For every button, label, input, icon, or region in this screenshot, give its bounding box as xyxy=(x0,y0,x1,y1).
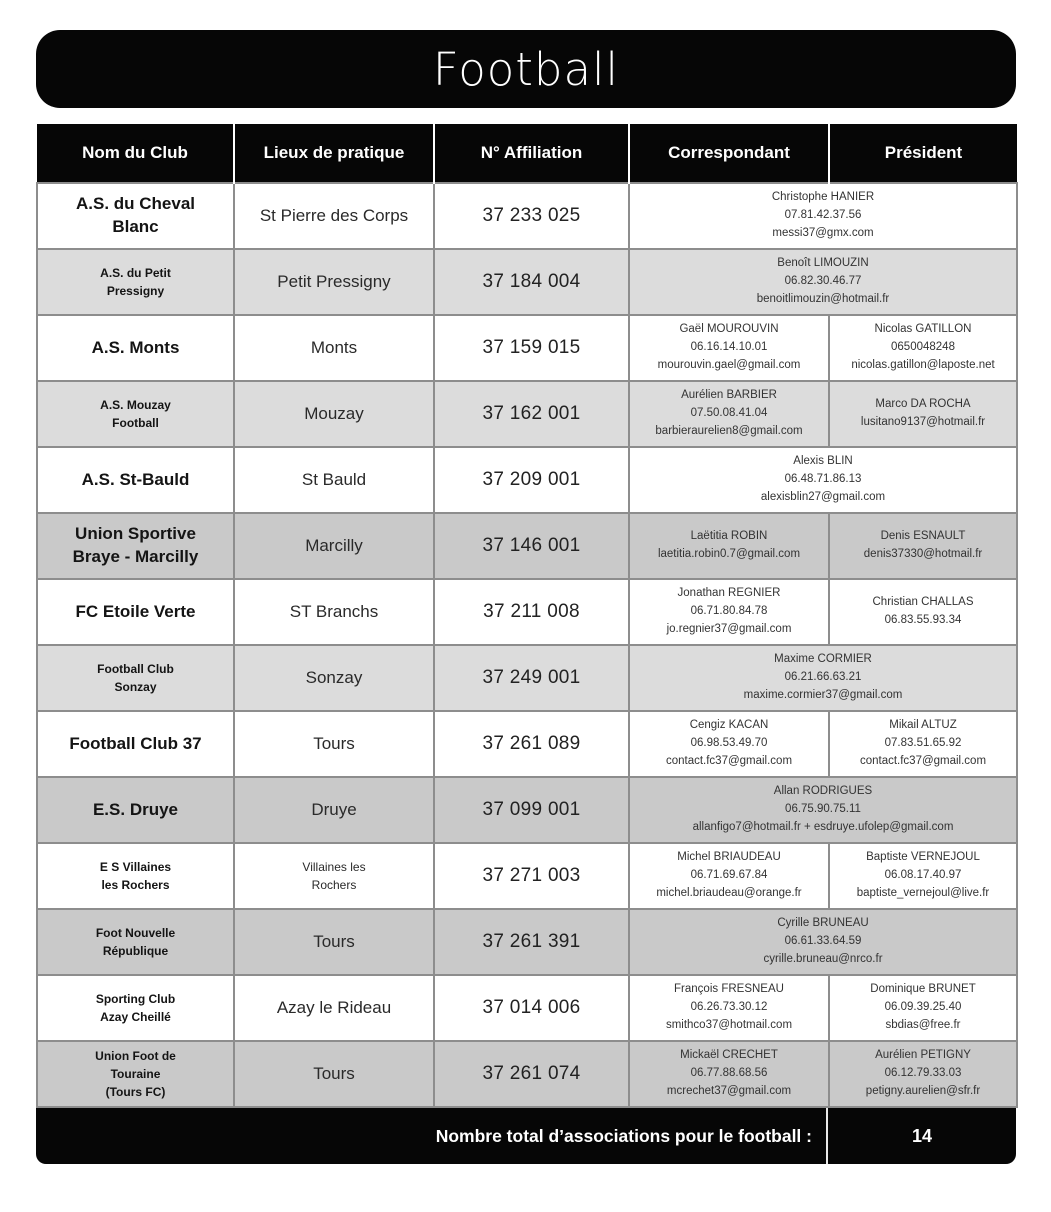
location-cell: Monts xyxy=(234,315,434,381)
table-row xyxy=(37,447,1017,513)
club-name-cell: Football Club 37 xyxy=(37,711,234,777)
president-cell: Aurélien PETIGNY 06.12.79.33.03 petigny.aurelien@sfr.fr xyxy=(829,1041,1017,1107)
affiliation-cell: 37 271 003 xyxy=(434,843,629,909)
table-row xyxy=(37,183,1017,249)
table-row xyxy=(37,975,1017,1041)
correspondant-cell: Cengiz KACAN 06.98.53.49.70 contact.fc37@gmail.com xyxy=(629,711,829,777)
club-name-cell: Sporting Club Azay Cheillé xyxy=(37,975,234,1041)
table-row xyxy=(37,1041,1017,1107)
club-name-cell: A.S. du Petit Pressigny xyxy=(37,249,234,315)
affiliation-cell: 37 211 008 xyxy=(434,579,629,645)
total-bar xyxy=(36,1108,1016,1164)
table-row xyxy=(37,249,1017,315)
page-title: Football xyxy=(432,42,620,96)
table-row xyxy=(37,579,1017,645)
header-row xyxy=(37,124,1017,183)
column-header-affiliation: N° Affiliation xyxy=(434,124,629,183)
president-cell: Dominique BRUNET 06.09.39.25.40 sbdias@free.fr xyxy=(829,975,1017,1041)
title-bar xyxy=(36,30,1016,108)
contact-cell: Christophe HANIER 07.81.42.37.56 messi37@gmx.com xyxy=(629,183,1017,249)
table-row xyxy=(37,315,1017,381)
total-count: 14 xyxy=(911,1125,933,1146)
location-cell: Tours xyxy=(234,711,434,777)
contact-cell: Cyrille BRUNEAU 06.61.33.64.59 cyrille.bruneau@nrco.fr xyxy=(629,909,1017,975)
correspondant-cell: Laëtitia ROBIN laetitia.robin0.7@gmail.com xyxy=(629,513,829,579)
affiliation-cell: 37 146 001 xyxy=(434,513,629,579)
affiliation-cell: 37 014 006 xyxy=(434,975,629,1041)
affiliation-cell: 37 249 001 xyxy=(434,645,629,711)
column-header-lieux-de-pratique: Lieux de pratique xyxy=(234,124,434,183)
club-table xyxy=(36,124,1018,1108)
club-name-cell: A.S. St-Bauld xyxy=(37,447,234,513)
location-cell: Druye xyxy=(234,777,434,843)
location-cell: Tours xyxy=(234,909,434,975)
table-row xyxy=(37,777,1017,843)
column-header-nom-du-club: Nom du Club xyxy=(37,124,234,183)
club-name-cell: E.S. Druye xyxy=(37,777,234,843)
table-row xyxy=(37,909,1017,975)
correspondant-cell: François FRESNEAU 06.26.73.30.12 smithco37@hotmail.com xyxy=(629,975,829,1041)
affiliation-cell: 37 261 089 xyxy=(434,711,629,777)
club-name-cell: Foot Nouvelle République xyxy=(37,909,234,975)
club-name-cell: Union Sportive Braye - Marcilly xyxy=(37,513,234,579)
table-row xyxy=(37,381,1017,447)
president-cell: Denis ESNAULT denis37330@hotmail.fr xyxy=(829,513,1017,579)
location-cell: St Pierre des Corps xyxy=(234,183,434,249)
table-row xyxy=(37,711,1017,777)
location-cell: Mouzay xyxy=(234,381,434,447)
affiliation-cell: 37 261 074 xyxy=(434,1041,629,1107)
location-cell: Petit Pressigny xyxy=(234,249,434,315)
club-name-cell: E S Villaines les Rochers xyxy=(37,843,234,909)
table-row xyxy=(37,843,1017,909)
column-header-president: Président xyxy=(829,124,1017,183)
affiliation-cell: 37 162 001 xyxy=(434,381,629,447)
contact-cell: Maxime CORMIER 06.21.66.63.21 maxime.cormier37@gmail.com xyxy=(629,645,1017,711)
president-cell: Baptiste VERNEJOUL 06.08.17.40.97 baptiste_vernejoul@live.fr xyxy=(829,843,1017,909)
club-name-cell: Union Foot de Touraine (Tours FC) xyxy=(37,1041,234,1107)
affiliation-cell: 37 209 001 xyxy=(434,447,629,513)
club-table-body xyxy=(37,183,1017,1107)
football-sheet xyxy=(36,30,1016,1164)
contact-cell: Allan RODRIGUES 06.75.90.75.11 allanfigo7@hotmail.fr + esdruye.ufolep@gmail.com xyxy=(629,777,1017,843)
affiliation-cell: 37 233 025 xyxy=(434,183,629,249)
president-cell: Marco DA ROCHA lusitano9137@hotmail.fr xyxy=(829,381,1017,447)
affiliation-cell: 37 184 004 xyxy=(434,249,629,315)
location-cell: Tours xyxy=(234,1041,434,1107)
contact-cell: Benoît LIMOUZIN 06.82.30.46.77 benoitlimouzin@hotmail.fr xyxy=(629,249,1017,315)
location-cell: St Bauld xyxy=(234,447,434,513)
total-label: Nombre total d’associations pour le football : xyxy=(36,1108,828,1164)
club-name-cell: FC Etoile Verte xyxy=(37,579,234,645)
correspondant-cell: Aurélien BARBIER 07.50.08.41.04 barbieraurelien8@gmail.com xyxy=(629,381,829,447)
location-cell: Azay le Rideau xyxy=(234,975,434,1041)
affiliation-cell: 37 261 391 xyxy=(434,909,629,975)
location-cell: ST Branchs xyxy=(234,579,434,645)
location-cell: Marcilly xyxy=(234,513,434,579)
club-name-cell: A.S. du Cheval Blanc xyxy=(37,183,234,249)
affiliation-cell: 37 099 001 xyxy=(434,777,629,843)
president-cell: Christian CHALLAS 06.83.55.93.34 xyxy=(829,579,1017,645)
president-cell: Mikail ALTUZ 07.83.51.65.92 contact.fc37@gmail.com xyxy=(829,711,1017,777)
correspondant-cell: Gaël MOUROUVIN 06.16.14.10.01 mourouvin.gael@gmail.com xyxy=(629,315,829,381)
table-row xyxy=(37,513,1017,579)
club-name-cell: A.S. Monts xyxy=(37,315,234,381)
correspondant-cell: Michel BRIAUDEAU 06.71.69.67.84 michel.briaudeau@orange.fr xyxy=(629,843,829,909)
column-header-correspondant: Correspondant xyxy=(629,124,829,183)
correspondant-cell: Jonathan REGNIER 06.71.80.84.78 jo.regnier37@gmail.com xyxy=(629,579,829,645)
location-cell: Villaines les Rochers xyxy=(234,843,434,909)
location-cell: Sonzay xyxy=(234,645,434,711)
president-cell: Nicolas GATILLON 0650048248 nicolas.gatillon@laposte.net xyxy=(829,315,1017,381)
correspondant-cell: Mickaël CRECHET 06.77.88.68.56 mcrechet37@gmail.com xyxy=(629,1041,829,1107)
contact-cell: Alexis BLIN 06.48.71.86.13 alexisblin27@gmail.com xyxy=(629,447,1017,513)
affiliation-cell: 37 159 015 xyxy=(434,315,629,381)
club-table-header xyxy=(37,124,1017,183)
club-name-cell: A.S. Mouzay Football xyxy=(37,381,234,447)
table-row xyxy=(37,645,1017,711)
club-name-cell: Football Club Sonzay xyxy=(37,645,234,711)
